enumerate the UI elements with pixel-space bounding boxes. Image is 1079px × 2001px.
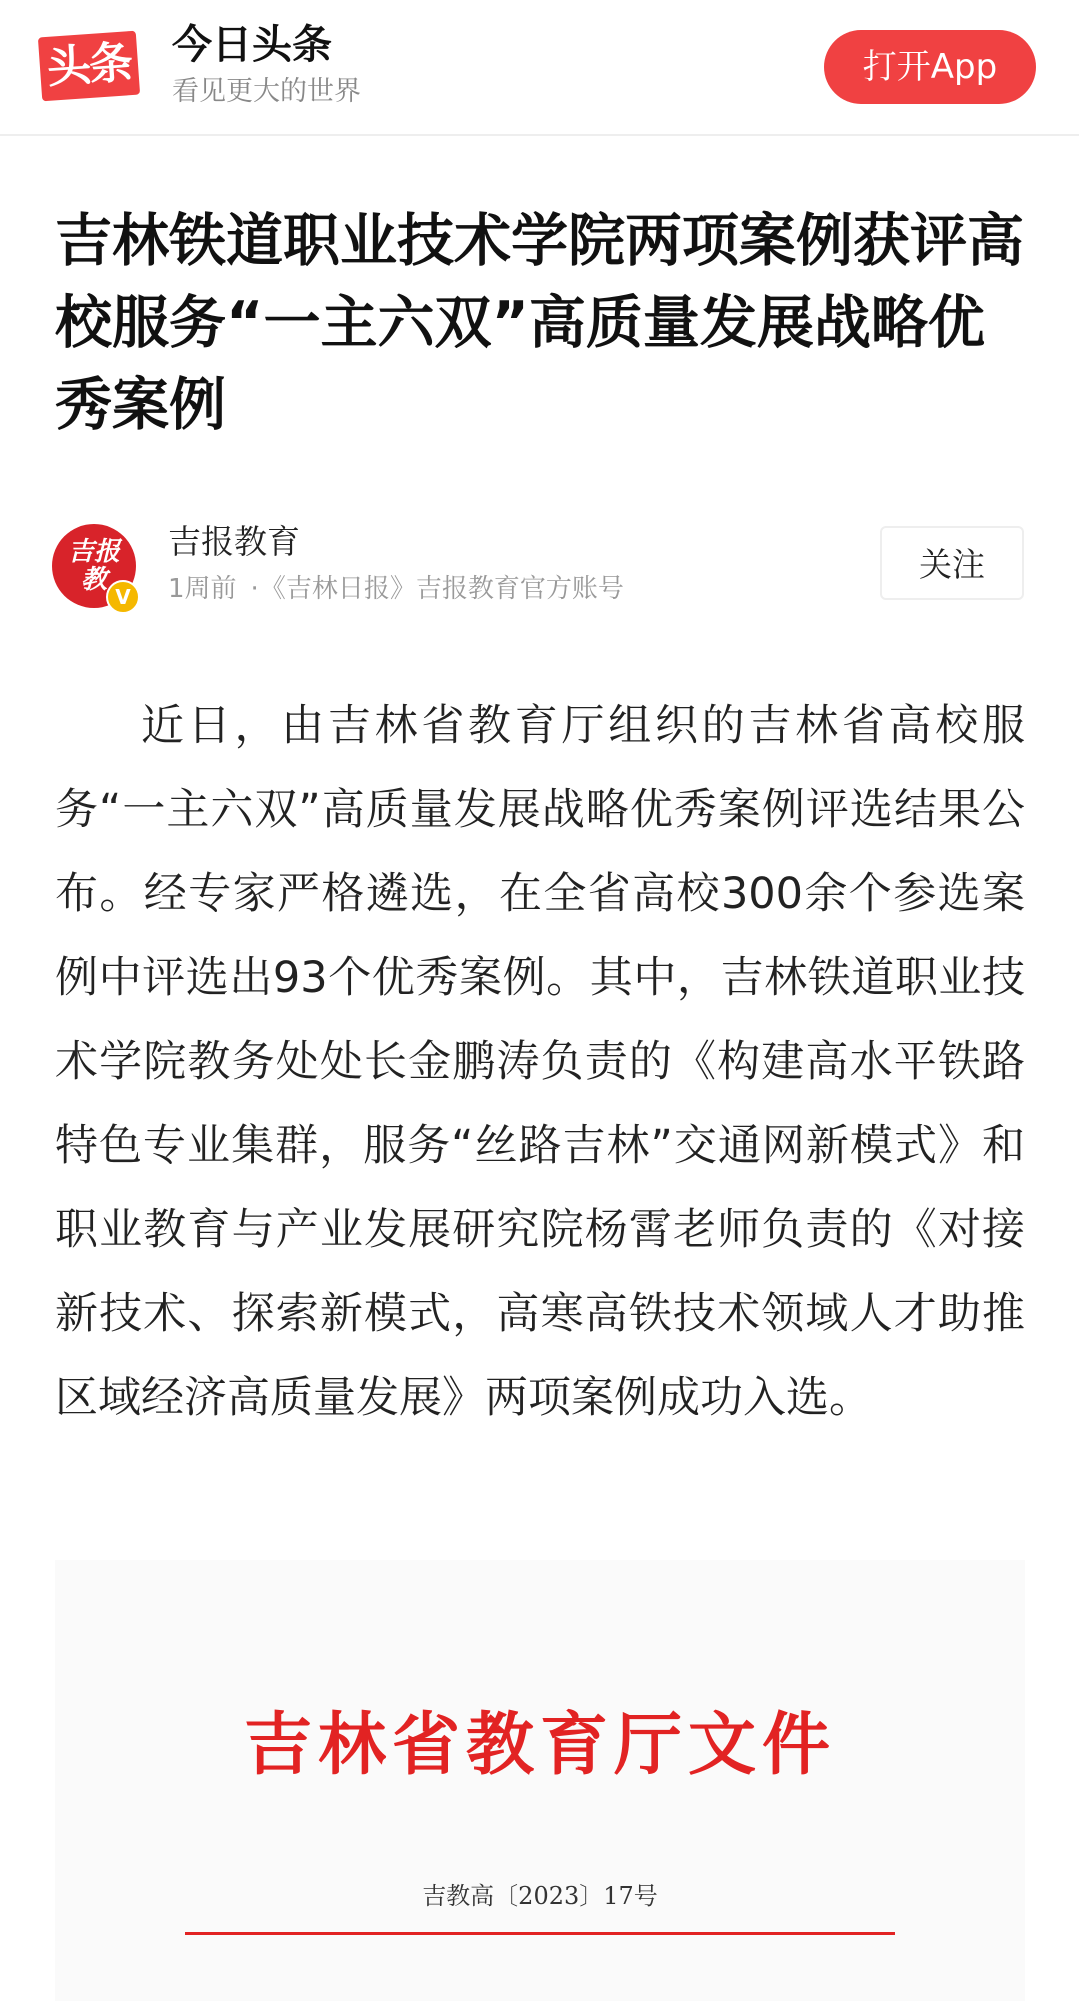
app-name: 今日头条 (172, 22, 332, 68)
author-source: 《吉林日报》吉报教育官方账号 (272, 574, 624, 604)
author-meta (168, 572, 624, 606)
document-red-rule (185, 1932, 895, 1935)
toutiao-logo[interactable]: 头条 (38, 31, 140, 102)
article-title: 吉林铁道职业技术学院两项案例获评高校服务“一主六双”高质量发展战略优秀案例 (55, 208, 1024, 438)
follow-button[interactable]: 关注 (880, 526, 1024, 600)
avatar-logo-text: 吉报教 (67, 537, 120, 595)
document-number: 吉教高〔2023〕17号 (422, 1882, 658, 1910)
author-name[interactable]: 吉报教育 (168, 522, 300, 561)
article-paragraph: 近日，由吉林省教育厅组织的吉林省高校服务“一主六双”高质量发展战略优秀案例评选结果公布。经专家严格遴选，在全省高校300余个参选案例中评选出93个优秀案例。其中，吉林铁道职业技术学院教务处处长金鹏涛负责的《构建高水平铁路特色专业集群，服务“丝路吉林”交通网新模式》和职业教育与产业发展研究院杨霄老师负责的《对接新技术、探索新模式，高寒高铁技术领域人才助推区域经济高质量发展》两项案例成功入选。 (55, 701, 1025, 1423)
verified-badge-icon: V (106, 580, 140, 614)
publish-time: 1周前 (168, 574, 237, 604)
meta-separator: · (250, 574, 259, 604)
app-header (0, 0, 1079, 136)
document-heading: 吉林省教育厅文件 (243, 1705, 836, 1785)
article-image-document[interactable] (55, 1560, 1025, 2001)
author-avatar[interactable] (52, 524, 136, 608)
app-slogan: 看见更大的世界 (172, 76, 361, 107)
open-app-button[interactable]: 打开App (824, 30, 1036, 104)
